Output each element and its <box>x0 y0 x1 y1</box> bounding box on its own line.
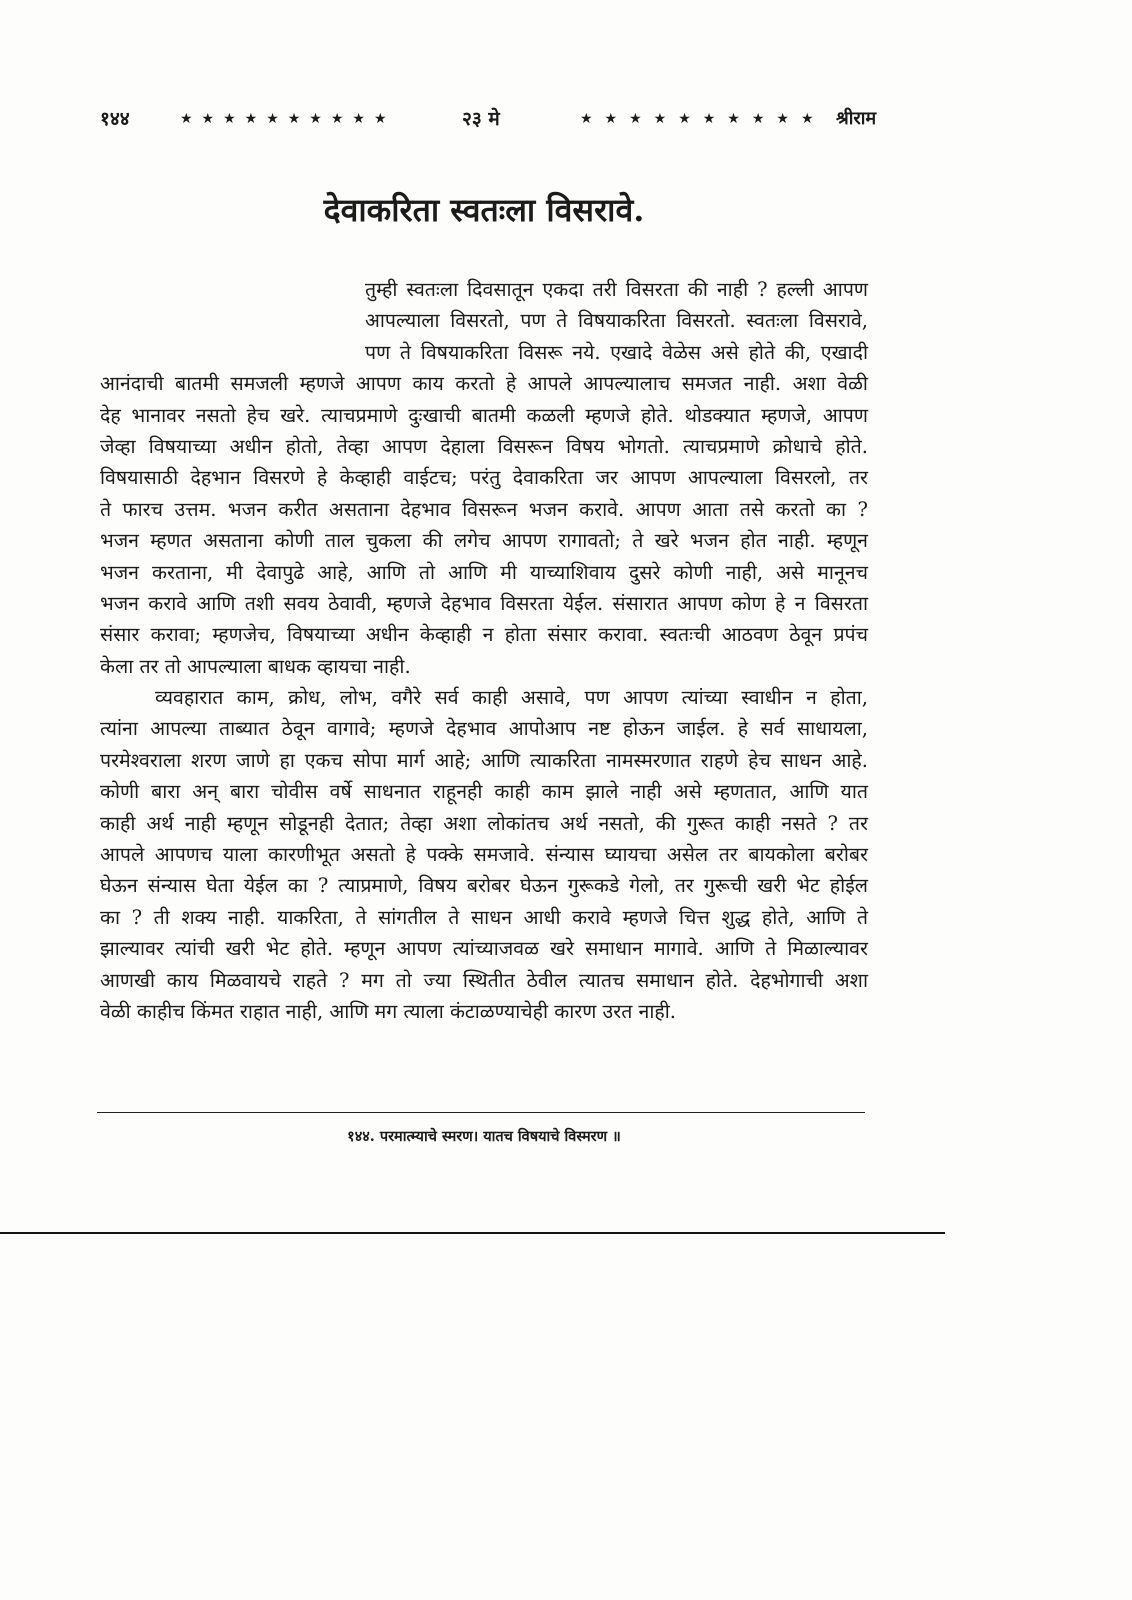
text-line: आपले आपणच याला कारणीभूत असतो हे पक्के समजावे. संन्यास घ्यायचा असेल तर बायकोला बरोबर <box>100 843 868 867</box>
text-line: घेऊन संन्यास घेता येईल का ? त्याप्रमाणे, विषय बरोबर घेऊन गुरूकडे गेलो, तर गुरूची खरी भेट होईल <box>100 874 868 898</box>
text-line: भजन म्हणत असताना कोणी ताल चुकला की लगेच आपण रागावतो; ते खरे भजन होत नाही. म्हणून <box>100 529 868 553</box>
page-title: देवाकरिता स्वतःला विसरावे. <box>323 191 645 229</box>
body-text <box>100 274 868 1027</box>
text-line: वेळी काहीच किंमत राहात नाही, आणि मग त्याला कंटाळण्याचेही कारण उरत नाही. <box>100 999 676 1023</box>
text-line: जेव्हा विषयाच्या अधीन होतो, तेव्हा आपण देहाला विसरून विषय भोगतो. त्याचप्रमाणे क्रोधाचे होते. <box>100 434 868 458</box>
text-line: त्यांना आपल्या ताब्यात ठेवून वागावे; म्हणजे देहभाव आपोआप नष्ट होऊन जाईल. हे सर्व साधायला, <box>100 717 868 741</box>
footnote: १४४. परमात्म्याचे स्मरण। यातच विषयाचे विस्मरण ॥ <box>347 1128 621 1145</box>
text-line: काही अर्थ नाही म्हणून सोडूनही देतात; तेव्हा अशा लोकांतच अर्थ नसतो, की गुरूत काही नसते ? तर <box>100 811 868 835</box>
header-stars-left: ★★★★★★★★★★ <box>180 111 396 127</box>
text-line: देह भानावर नसतो हेच खरे. त्याचप्रमाणे दुःखाची बातमी कळली म्हणजे होते. थोडक्यात म्हणजे, आपण <box>100 403 868 427</box>
text-line: आनंदाची बातमी समजली म्हणजे आपण काय करतो हे आपले आपल्यालाच समजत नाही. अशा वेळी <box>100 372 868 396</box>
header-date: २३ मे <box>462 108 500 130</box>
text-line: का ? ती शक्य नाही. याकरिता, ते सांगतील ते साधन आधी करावे म्हणजे चित्त शुद्ध होते, आणि ते <box>100 905 868 929</box>
text-line: आणखी काय मिळवायचे राहते ? मग तो ज्या स्थितीत ठेवील त्यातच समाधान होते. देहभोगाची अशा <box>100 968 868 992</box>
text-line: विषयासाठी देहभान विसरणे हे केव्हाही वाईटच; परंतु देवाकरिता जर आपण आपल्याला विसरलो, तर <box>100 466 868 490</box>
text-line: संसार करावा; म्हणजेच, विषयाच्या अधीन केव्हाही न होता संसार करावा. स्वतःची आठवण ठेवून प्रपंच <box>100 623 868 647</box>
text-line: भजन करावे आणि तशी सवय ठेवावी, म्हणजे देहभाव विसरता येईल. संसारात आपण कोण हे न विसरता <box>100 591 868 615</box>
text-line: झाल्यावर त्यांची खरी भेट होते. म्हणून आपण त्यांच्याजवळ खरे समाधान मागावे. आणि ते मिळाल्यावर <box>100 937 868 961</box>
footnote-divider <box>97 1112 865 1113</box>
text-line: पण ते विषयाकरिता विसरू नये. एखादे वेळेस असे होते की, एखादी <box>365 340 868 364</box>
page-number: १४४ <box>100 108 130 130</box>
text-line: तुम्ही स्वतःला दिवसातून एकदा तरी विसरता की नाही ? हल्ली आपण <box>365 278 868 301</box>
text-line: ते फारच उत्तम. भजन करीत असताना देहभाव विसरून भजन करावे. आपण आता तसे करतो का ? <box>100 497 868 521</box>
paragraph-2 <box>100 682 868 1027</box>
text-line: कोणी बारा अन् बारा चोवीस वर्षे साधनात राहूनही काही काम झाले नाही असे म्हणतात, आणि यात <box>100 780 868 804</box>
text-line: भजन करताना, मी देवापुढे आहे, आणि तो आणि मी याच्याशिवाय दुसरे कोणी नाही, असे मानूनच <box>100 560 868 584</box>
page-bottom-rule <box>0 1232 945 1234</box>
text-line: परमेश्वराला शरण जाणे हा एकच सोपा मार्ग आहे; आणि त्याकरिता नामस्मरणात राहणे हेच साधन आहे. <box>100 748 868 772</box>
header-stars-right: ★★★★★★★★★★ <box>580 111 826 127</box>
text-line: केला तर तो आपल्याला बाधक व्हायचा नाही. <box>100 654 411 678</box>
text-line: आपल्याला विसरतो, पण ते विषयाकरिता विसरतो. स्वतःला विसरावे, <box>365 309 868 333</box>
header-right-label: श्रीराम <box>836 108 877 129</box>
text-line: व्यवहारात काम, क्रोध, लोभ, वगैरे सर्व काही असावे, पण आपण त्यांच्या स्वाधीन न होता, <box>155 686 868 710</box>
paragraph-1 <box>100 274 868 682</box>
